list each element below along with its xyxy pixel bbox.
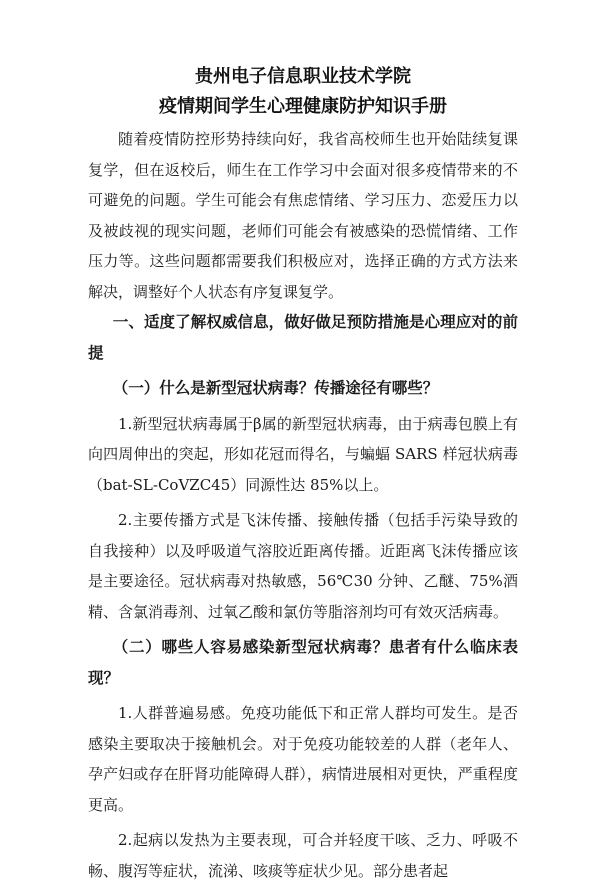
subsection-2-heading: （二）哪些人容易感染新型冠状病毒？患者有什么临床表现？: [88, 638, 518, 687]
intro-paragraph: 随着疫情防控形势持续向好，我省高校师生也开始陆续复课复学，但在返校后，师生在工作学习中会面对很多疫情带来的不可避免的问题。学生可能会有焦虑情绪、学习压力、恋爱压力以及被歧视的现实问题，老师们可能会有被感染的恐慌情绪、工作压力等。这些问题都需要我们积极应对，选择正确的方式方法来解决，调整好个人状态有序复课复学。: [88, 130, 518, 301]
subsection-1-paragraph-1: 1.新型冠状病毒属于β属的新型冠状病毒，由于病毒包膜上有向四周伸出的突起，形如花冠而得名，与蝙蝠 SARS 样冠状病毒（bat-SL-CoVZC45）同源性达 85%以上。: [88, 414, 518, 494]
subsection-1-heading: （一）什么是新型冠状病毒？传播途径有哪些？: [112, 379, 439, 397]
document-page: [88, 62, 518, 886]
section-1-heading: 一、适度了解权威信息，做好做足预防措施是心理应对的前提: [88, 313, 518, 362]
subsection-2-paragraph-2: 2.起病以发热为主要表现，可合并轻度干咳、乏力、呼吸不畅、腹泻等症状，流涕、咳痰等症状少见。部分患者起: [88, 831, 518, 880]
subsection-2-paragraph-1: 1.人群普遍易感。免疫功能低下和正常人群均可发生。是否感染主要取决于接触机会。对于免疫功能较差的人群（老年人、孕产妇或存在肝肾功能障碍人群），病情进展相对更快，严重程度更高。: [88, 704, 518, 814]
org-title: 贵州电子信息职业技术学院: [195, 66, 411, 87]
subsection-1-paragraph-2: 2.主要传播方式是飞沫传播、接触传播（包括手污染导致的自我接种）以及呼吸道气溶胶近距离传播。近距离飞沫传播应该是主要途径。冠状病毒对热敏感，56℃30 分钟、乙醚、75%酒精、含氯消毒剂、过氧乙酸和氯仿等脂溶剂均可有效灭活病毒。: [88, 511, 518, 621]
document-title: 疫情期间学生心理健康防护知识手册: [159, 96, 447, 117]
